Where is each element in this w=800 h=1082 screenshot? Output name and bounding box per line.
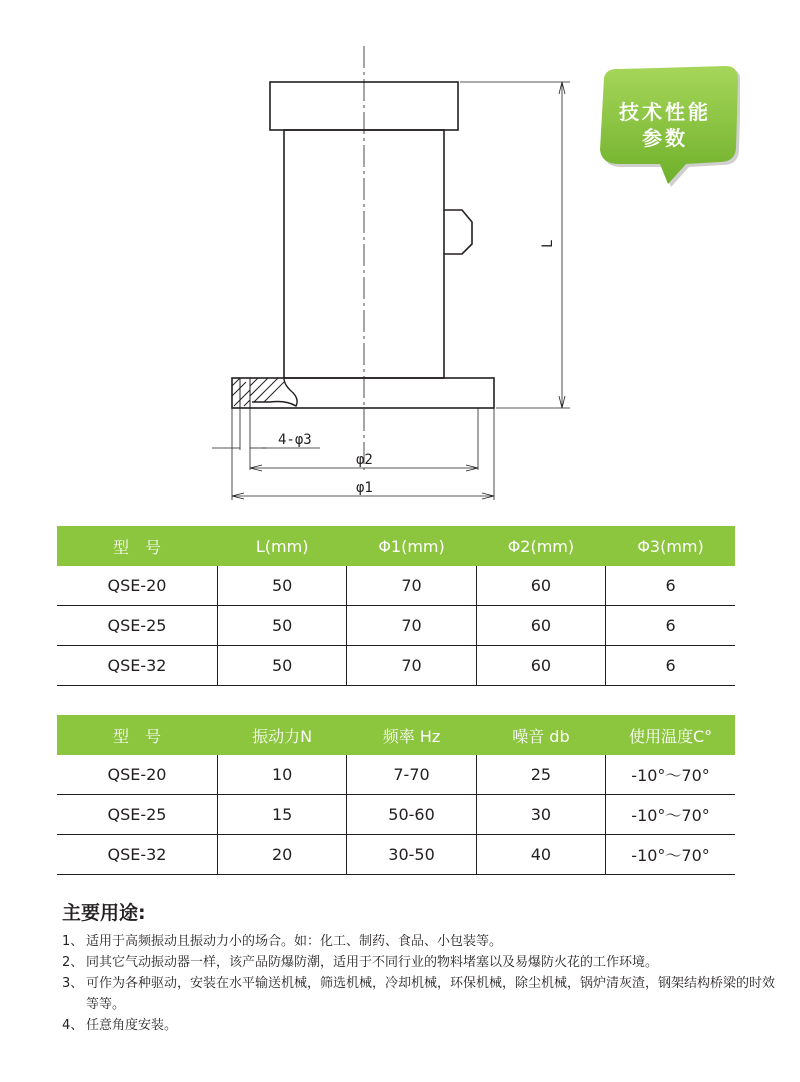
header-frequency: 频率 Hz bbox=[347, 715, 476, 755]
cell-force: 10 bbox=[217, 755, 346, 795]
header-L: L(mm) bbox=[217, 526, 346, 566]
table-row bbox=[57, 606, 735, 646]
list-item-text: 适用于高频振动且振动力小的场合。如：化工、制药、食品、小包装等。 bbox=[86, 934, 503, 949]
badge-title-line1: 技术性能 bbox=[619, 100, 711, 124]
cell-phi3: 6 bbox=[606, 566, 735, 606]
cell-model: QSE-25 bbox=[57, 795, 217, 835]
list-item-number: 1、 bbox=[62, 934, 84, 949]
list-item-text: 可作为各种驱动，安装在水平输送机械，筛选机械，冷却机械，环保机械，除尘机械，锅炉清灰渣，钢架结构桥梁的时效等等。 bbox=[86, 976, 776, 1012]
main-uses-section bbox=[62, 898, 782, 1036]
list-item-text: 任意角度安装。 bbox=[86, 1018, 178, 1033]
cell-model: QSE-32 bbox=[57, 646, 217, 686]
cell-frequency: 50-60 bbox=[347, 795, 476, 835]
list-item-text: 同其它气动振动器一样，该产品防爆防潮，适用于不同行业的物料堵塞以及易爆防火花的工作环境。 bbox=[86, 955, 659, 970]
cell-L: 50 bbox=[217, 646, 346, 686]
list-item bbox=[62, 931, 782, 952]
list-item-number: 4、 bbox=[62, 1018, 84, 1033]
cell-model: QSE-25 bbox=[57, 606, 217, 646]
dimension-phi2-label: φ2 bbox=[356, 452, 373, 468]
table-row bbox=[57, 566, 735, 606]
base-flange bbox=[232, 378, 494, 408]
cell-noise: 25 bbox=[476, 755, 605, 795]
cell-phi2: 60 bbox=[476, 566, 605, 606]
cell-model: QSE-20 bbox=[57, 566, 217, 606]
header-noise: 噪音 db bbox=[476, 715, 605, 755]
cell-noise: 40 bbox=[476, 835, 605, 875]
dimensions-table bbox=[57, 526, 735, 686]
cell-phi1: 70 bbox=[347, 566, 476, 606]
uses-title: 主要用途: bbox=[62, 902, 146, 924]
cell-phi3: 6 bbox=[606, 646, 735, 686]
cell-L: 50 bbox=[217, 606, 346, 646]
header-force: 振动力N bbox=[217, 715, 346, 755]
dimension-hole-label: 4-φ3 bbox=[278, 432, 312, 448]
list-item bbox=[62, 973, 782, 1015]
cell-temperature: -10°～70° bbox=[606, 835, 735, 875]
cell-phi3: 6 bbox=[606, 606, 735, 646]
header-phi3: Φ3(mm) bbox=[606, 526, 735, 566]
dimension-L-label: L bbox=[540, 239, 556, 248]
badge-title-line2: 参数 bbox=[642, 126, 688, 150]
cell-model: QSE-32 bbox=[57, 835, 217, 875]
list-item-number: 3、 bbox=[62, 976, 84, 991]
cell-L: 50 bbox=[217, 566, 346, 606]
performance-table bbox=[57, 715, 735, 875]
cell-temperature: -10°～70° bbox=[606, 755, 735, 795]
cell-phi2: 60 bbox=[476, 646, 605, 686]
header-model: 型 号 bbox=[57, 715, 217, 755]
cell-force: 20 bbox=[217, 835, 346, 875]
table-header-row bbox=[57, 526, 735, 566]
list-item-number: 2、 bbox=[62, 955, 84, 970]
header-phi1: Φ1(mm) bbox=[347, 526, 476, 566]
cell-frequency: 30-50 bbox=[347, 835, 476, 875]
cell-phi1: 70 bbox=[347, 646, 476, 686]
header-phi2: Φ2(mm) bbox=[476, 526, 605, 566]
table-row bbox=[57, 646, 735, 686]
cell-noise: 30 bbox=[476, 795, 605, 835]
header-model: 型 号 bbox=[57, 526, 217, 566]
header-temperature: 使用温度C° bbox=[606, 715, 735, 755]
list-item bbox=[62, 1015, 782, 1036]
cell-phi2: 60 bbox=[476, 606, 605, 646]
table-row bbox=[57, 795, 735, 835]
cell-model: QSE-20 bbox=[57, 755, 217, 795]
cell-force: 15 bbox=[217, 795, 346, 835]
table-row bbox=[57, 755, 735, 795]
cell-temperature: -10°～70° bbox=[606, 795, 735, 835]
list-item bbox=[62, 952, 782, 973]
table-header-row bbox=[57, 715, 735, 755]
table-row bbox=[57, 835, 735, 875]
cell-phi1: 70 bbox=[347, 606, 476, 646]
dimension-phi1-label: φ1 bbox=[356, 480, 373, 496]
air-inlet bbox=[444, 210, 472, 254]
cell-frequency: 7-70 bbox=[347, 755, 476, 795]
